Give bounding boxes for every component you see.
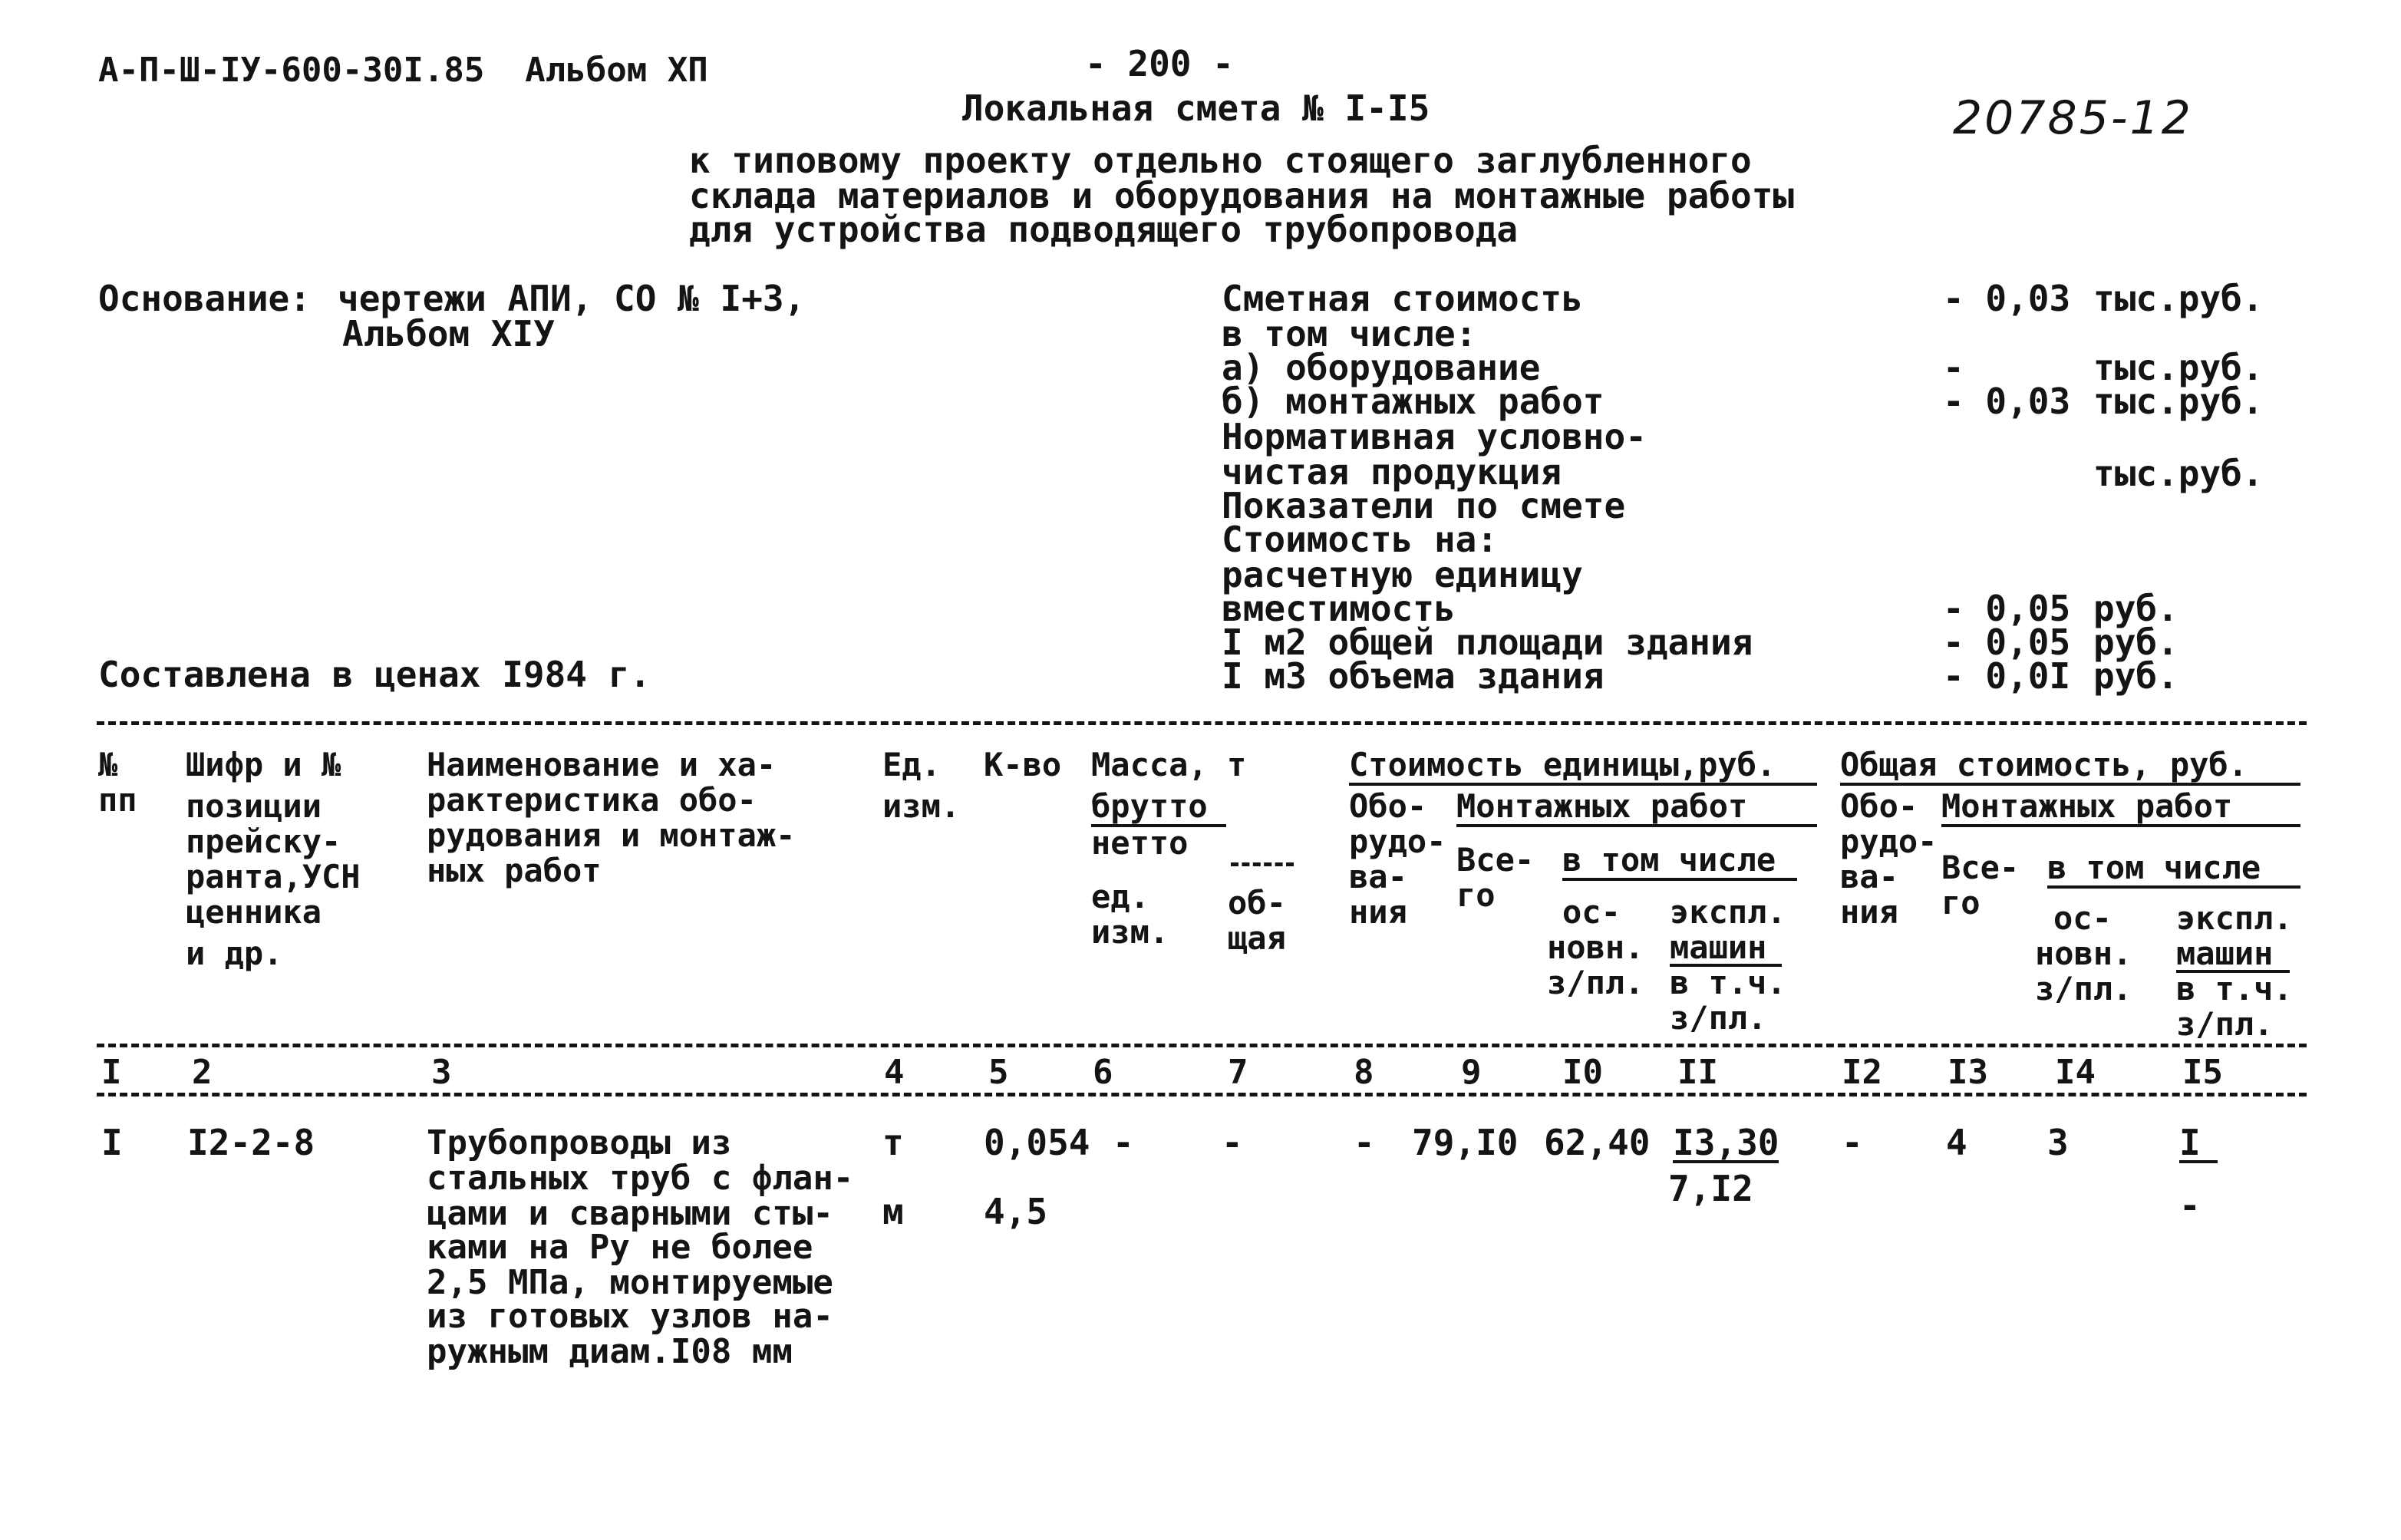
header-col4-line: изм.: [882, 787, 961, 825]
unit-incl-rule: [1562, 878, 1797, 881]
subtitle-line-2: склада материалов и оборудования на монтажные работы: [689, 175, 1795, 216]
row-basic-total: 3: [2047, 1122, 2069, 1163]
column-number: 8: [1354, 1053, 1374, 1092]
header-unit-machines: з/пл.: [1670, 999, 1767, 1037]
basis-line-1: чертежи АПИ, СО № I+3,: [338, 278, 806, 319]
header-total-equip: Обо-: [1840, 787, 1918, 825]
row-machines-wage-unit: 7,I2: [1668, 1168, 1753, 1209]
summary-label: Показатели по смете: [1222, 485, 1626, 526]
header-total-cost-title: Общая стоимость, руб.: [1840, 746, 2248, 783]
header-total-machines: машин: [2176, 935, 2274, 972]
column-number: 6: [1093, 1053, 1113, 1092]
header-total-total: го: [1941, 884, 1980, 922]
column-number: 9: [1461, 1053, 1482, 1092]
summary-label: Нормативная условно-: [1222, 416, 1647, 457]
row-unit: м: [882, 1191, 904, 1232]
header-total-basic: ос-: [2053, 899, 2112, 937]
header-total-mount-title: Монтажных работ: [1941, 787, 2233, 825]
row-equip-unit: -: [1354, 1122, 1375, 1163]
summary-value: -: [1943, 347, 1964, 388]
summary-unit: тыс.руб.: [2093, 278, 2264, 319]
header-mass-total: щая: [1228, 919, 1286, 957]
header-unit-equip: ния: [1349, 893, 1407, 931]
summary-unit: тыс.руб.: [2093, 453, 2264, 494]
summary-unit: руб.: [2093, 655, 2178, 697]
total-cost-rule: [1840, 783, 2300, 786]
header-mass-unit: ед.: [1091, 878, 1149, 915]
row-name-line: ружным диам.I08 мм: [427, 1332, 793, 1371]
header-total-incl: в том числе: [2047, 849, 2261, 886]
column-number: II: [1677, 1053, 1718, 1092]
header-unit-total: Все-: [1456, 841, 1535, 879]
summary-label: а) оборудование: [1222, 347, 1541, 388]
header-total-machines: экспл.: [2176, 899, 2293, 937]
column-number: 2: [192, 1053, 213, 1092]
subtitle-line-1: к типовому проекту отдельно стоящего заглубленного: [689, 140, 1752, 181]
summary-label: расчетную единицу: [1222, 554, 1583, 595]
summary-unit: тыс.руб.: [2093, 347, 2264, 388]
header-total-machines: в т.ч.: [2176, 970, 2293, 1007]
row-machines-total: I: [2179, 1122, 2201, 1163]
summary-unit: руб.: [2093, 588, 2178, 629]
prices-note: Составлена в ценах I984 г.: [98, 654, 651, 695]
column-number: 3: [431, 1053, 452, 1092]
row-quantity: 4,5: [984, 1191, 1048, 1232]
header-total-equip: рудо-: [1840, 823, 1938, 860]
header-total-basic: новн.: [2035, 935, 2132, 972]
header-unit-machines: в т.ч.: [1670, 964, 1786, 1001]
header-unit-mount-title: Монтажных работ: [1456, 787, 1748, 825]
unit-cost-rule: [1349, 783, 1817, 786]
summary-label: I м3 объема здания: [1222, 655, 1605, 697]
basis-line-2: Альбом XIУ: [342, 313, 555, 354]
column-number: I: [101, 1053, 122, 1092]
row-unit: т: [882, 1122, 904, 1163]
column-number: I5: [2182, 1053, 2223, 1092]
column-number: I0: [1562, 1053, 1603, 1092]
header-col2-line: ранта,УСН: [186, 858, 361, 895]
header-total-equip: ва-: [1840, 858, 1898, 895]
summary-value: - 0,03: [1943, 381, 2071, 422]
row-name-line: Трубопроводы из: [427, 1123, 732, 1162]
row-name-line: 2,5 МПа, монтируемые: [427, 1263, 833, 1302]
header-col3-line: рактеристика обо-: [427, 781, 757, 819]
header-col2-line: позиции: [186, 787, 322, 825]
row-machines-wage-total: -: [2179, 1185, 2201, 1226]
summary-value: - 0,03: [1943, 278, 2071, 319]
row-name-line: из готовых узлов на-: [427, 1297, 833, 1336]
machines-unit-rule: [1673, 1160, 1779, 1163]
column-number: I3: [1948, 1053, 1988, 1092]
summary-value: - 0,05: [1943, 588, 2071, 629]
summary-label: вместимость: [1222, 588, 1456, 629]
total-incl-rule: [2047, 885, 2300, 889]
subtitle-line-3: для устройства подводящего трубопровода: [689, 209, 1519, 250]
mass-rule: [1231, 862, 1294, 866]
header-unit-machines: машин: [1670, 928, 1767, 966]
numbers-bottom-rule: [97, 1093, 2307, 1096]
column-number: 5: [988, 1053, 1009, 1092]
header-unit-incl: в том числе: [1562, 841, 1776, 879]
header-unit-equip: рудо-: [1349, 823, 1446, 860]
header-col2-line: прейску-: [186, 823, 341, 860]
row-mass-total: -: [1222, 1122, 1243, 1163]
row-mount-total-unit: 79,I0: [1412, 1122, 1519, 1163]
header-unit-equip: Обо-: [1349, 787, 1427, 825]
estimate-title: Локальная смета № I-I5: [962, 87, 1430, 129]
header-col5: К-во: [984, 746, 1062, 783]
summary-label: в том числе:: [1222, 313, 1477, 354]
document-code: А-П-Ш-IУ-600-30I.85 Альбом XП: [98, 51, 708, 90]
header-col3-line: ных работ: [427, 852, 602, 889]
column-number: 4: [884, 1053, 905, 1092]
header-mass-unit: изм.: [1091, 913, 1169, 951]
unit-mount-rule: [1456, 824, 1817, 827]
basis-label: Основание:: [98, 278, 311, 319]
row-equip-total: -: [1842, 1122, 1863, 1163]
row-name-line: ками на Ру не более: [427, 1228, 813, 1267]
row-name-line: стальных труб с флан-: [427, 1159, 854, 1198]
header-unit-basic: новн.: [1547, 928, 1644, 966]
header-unit-basic: з/пл.: [1547, 964, 1644, 1001]
header-unit-machines: экспл.: [1670, 893, 1786, 931]
summary-unit: руб.: [2093, 622, 2178, 663]
row-quantity: 0,054: [984, 1122, 1090, 1163]
header-total-basic: з/пл.: [2035, 970, 2132, 1007]
header-col4-line: Ед.: [882, 746, 941, 783]
summary-label: б) монтажных работ: [1222, 381, 1605, 422]
summary-label: Сметная стоимость: [1222, 278, 1583, 319]
summary-value: - 0,05: [1943, 622, 2071, 663]
header-unit-basic: ос-: [1562, 893, 1621, 931]
header-mass-title: Масса, т: [1091, 746, 1247, 783]
header-total-equip: ния: [1840, 893, 1898, 931]
summary-label: Стоимость на:: [1222, 519, 1499, 560]
header-col1-line: №: [98, 746, 118, 783]
table-top-rule: [97, 721, 2307, 725]
header-col2-line: ценника: [186, 893, 322, 931]
header-unit-total: го: [1456, 876, 1496, 914]
header-total-total: Все-: [1941, 849, 2020, 886]
header-col1-line: пп: [98, 781, 137, 819]
summary-unit: тыс.руб.: [2093, 381, 2264, 422]
row-mass-unit: -: [1113, 1122, 1134, 1163]
total-mount-rule: [1941, 824, 2300, 827]
header-mass-brutto: брутто: [1091, 787, 1208, 825]
row-code: I2-2-8: [187, 1122, 315, 1163]
page-number: - 200 -: [1085, 43, 1234, 84]
row-basic-unit: 62,40: [1544, 1122, 1651, 1163]
header-col2-line: Шифр и №: [186, 746, 341, 783]
handwritten-number: 20785-12: [1953, 91, 2193, 145]
header-mass-total: об-: [1228, 884, 1286, 922]
row-number: I: [101, 1122, 123, 1163]
header-unit-equip: ва-: [1349, 858, 1407, 895]
column-number: I4: [2055, 1053, 2096, 1092]
summary-label: I м2 общей площади здания: [1222, 622, 1753, 663]
row-mount-total: 4: [1946, 1122, 1967, 1163]
summary-label: чистая продукция: [1222, 451, 1562, 493]
header-unit-cost-title: Стоимость единицы,руб.: [1349, 746, 1776, 783]
row-machines-unit: I3,30: [1673, 1122, 1779, 1163]
header-total-machines: з/пл.: [2176, 1005, 2274, 1043]
column-number: I2: [1842, 1053, 1882, 1092]
header-col2-line: и др.: [186, 935, 283, 972]
header-col3-line: рудования и монтаж-: [427, 816, 796, 854]
summary-value: - 0,0I: [1943, 655, 2071, 697]
header-mass-netto: нетто: [1091, 824, 1189, 862]
header-col3-line: Наименование и ха-: [427, 746, 777, 783]
machines-total-rule: [2179, 1160, 2218, 1163]
row-name-line: цами и сварными сты-: [427, 1194, 833, 1233]
column-number: 7: [1228, 1053, 1248, 1092]
header-bottom-rule: [97, 1044, 2307, 1047]
